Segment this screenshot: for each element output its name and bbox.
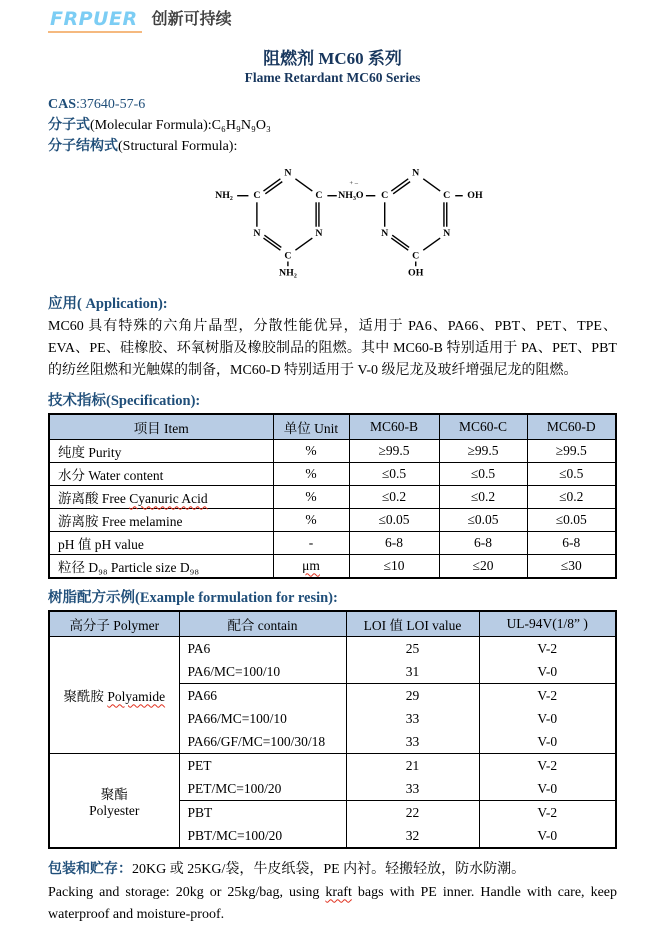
right-triazine-ring — [381, 168, 483, 279]
formulation-col-loi: LOI 值 LOI value — [346, 611, 479, 637]
page-title-en: Flame Retardant MC60 Series — [244, 70, 421, 85]
svg-text:N: N — [381, 227, 389, 239]
formulation-header-row — [49, 611, 616, 637]
cas-line — [48, 94, 617, 115]
specification-heading: 技术指标(Specification): — [48, 393, 201, 410]
packing-storage-line-en: Packing and storage: 20kg or 25kg/bag, using kraft bags with PE inner. Handle with care, keep waterproof and moisture-proof. — [48, 885, 617, 923]
left-triazine-ring — [215, 168, 322, 279]
spec-col-item: 项目 Item — [49, 414, 273, 440]
spec-col-unit: 单位 Unit — [273, 414, 349, 440]
svg-text:OH: OH — [408, 267, 424, 279]
spec-col-mc60c: MC60-C — [439, 414, 527, 440]
table-row: PA66/MC=100/10 33 V-0 — [49, 707, 616, 730]
table-row: 水分 Water content % ≤0.5 ≤0.5 ≤0.5 — [49, 463, 616, 486]
spec-header-row — [49, 414, 616, 440]
svg-text:N: N — [315, 227, 323, 239]
table-row: 聚酰胺 Polyamide PA6 25 V-2 — [49, 637, 616, 661]
ammonium-bridge — [338, 180, 364, 201]
spellcheck-flagged-text: Polyamide — [107, 689, 166, 705]
table-row: 纯度 Purity % ≥99.5 ≥99.5 ≥99.5 — [49, 440, 616, 463]
cas-label: CAS — [48, 97, 77, 112]
polyamide-group-cell: 聚酰胺 Polyamide — [49, 637, 179, 754]
molecular-formula-label: 分子式 — [48, 118, 90, 133]
svg-text:C: C — [315, 190, 323, 202]
svg-text:N: N — [284, 167, 292, 179]
table-row: PET/MC=100/20 33 V-0 — [49, 777, 616, 801]
spellcheck-flagged-text: μm — [302, 558, 320, 574]
table-row: PA66 29 V-2 — [49, 684, 616, 708]
svg-text:C: C — [253, 190, 261, 202]
cas-number: :37640-57-6 — [76, 97, 146, 112]
structural-formula-diagram — [208, 160, 617, 285]
polyester-group-cell: 聚酯 Polyester — [49, 754, 179, 849]
formulation-col-polymer: 高分子 Polymer — [49, 611, 179, 637]
formulation-table — [48, 610, 617, 849]
specification-table — [48, 413, 617, 579]
svg-text:C: C — [381, 190, 389, 202]
table-row: 聚酯 Polyester PET 21 V-2 — [49, 754, 616, 778]
application-paragraph: MC60 具有特殊的六角片晶型，分散性能优异，适用于 PA6、PA66、PBT、PET、TPE、EVA、PE、硅橡胶、环氧树脂及橡胶制品的阻燃。其中 MC60-B 特别适用于 PA、PET、PBT 的纺丝阻燃和光触媒的制备，MC60-D 特别适用于 V-0 级尼龙及玻纤增强尼龙的阻燃。 — [48, 319, 617, 379]
svg-text:C: C — [443, 190, 451, 202]
table-row: 粒径 D₉₈ Particle size D₉₈ μm ≤10 ≤20 ≤30 — [49, 555, 616, 579]
page-title-cn: 阻燃剂 MC60 系列 — [263, 49, 402, 68]
formulation-col-contain: 配合 contain — [179, 611, 346, 637]
table-row: 游离胺 Free melamine % ≤0.05 ≤0.05 ≤0.05 — [49, 509, 616, 532]
molecular-formula-value: (Molecular Formula):C₆H₉N₉O₃ — [90, 118, 271, 133]
table-row: PA66/GF/MC=100/30/18 33 V-0 — [49, 730, 616, 754]
application-heading: 应用( Application): — [48, 296, 168, 313]
svg-text:NH₃O: NH₃O — [338, 190, 364, 202]
table-row: PBT/MC=100/20 32 V-0 — [49, 824, 616, 848]
company-logo — [48, 8, 617, 38]
svg-text:N: N — [412, 167, 420, 179]
packing-heading: 包装和贮存： — [48, 862, 132, 878]
svg-text:N: N — [443, 227, 451, 239]
spellcheck-flagged-text: Cyanuric Acid — [129, 491, 208, 507]
table-row: 游离酸 Free Cyanuric Acid % ≤0.2 ≤0.2 ≤0.2 — [49, 486, 616, 509]
spec-col-mc60d: MC60-D — [527, 414, 616, 440]
packing-storage-line-cn: 包装和贮存：20KG 或 25KG/袋，牛皮纸袋，PE 内衬。轻搬轻放，防水防潮。 — [48, 862, 526, 878]
spec-col-mc60b: MC60-B — [349, 414, 439, 440]
svg-text:NH₂: NH₂ — [215, 190, 233, 202]
frpuer-wordmark: FRPUER — [48, 8, 142, 33]
formulation-col-ul94: UL-94V(1/8” ) — [479, 611, 616, 637]
spellcheck-flagged-text: kraft — [325, 885, 352, 901]
svg-text:+ –: + – — [349, 179, 359, 187]
svg-text:C: C — [284, 250, 292, 262]
table-row: pH 值 pH value - 6-8 6-8 6-8 — [49, 532, 616, 555]
table-row: PA6/MC=100/10 31 V-0 — [49, 660, 616, 684]
formulation-heading: 树脂配方示例(Example formulation for resin): — [48, 590, 338, 607]
table-row: PBT 22 V-2 — [49, 801, 616, 825]
svg-text:N: N — [253, 227, 261, 239]
molecular-formula-line — [48, 115, 617, 136]
svg-text:C: C — [412, 250, 420, 262]
structural-formula-label: 分子结构式 — [48, 139, 118, 154]
svg-text:NH₂: NH₂ — [279, 267, 297, 279]
logo-tagline: 创新可持续 — [151, 11, 232, 28]
structural-formula-line — [48, 136, 617, 157]
svg-text:OH: OH — [467, 190, 483, 202]
structural-formula-caption: (Structural Formula): — [118, 139, 238, 154]
